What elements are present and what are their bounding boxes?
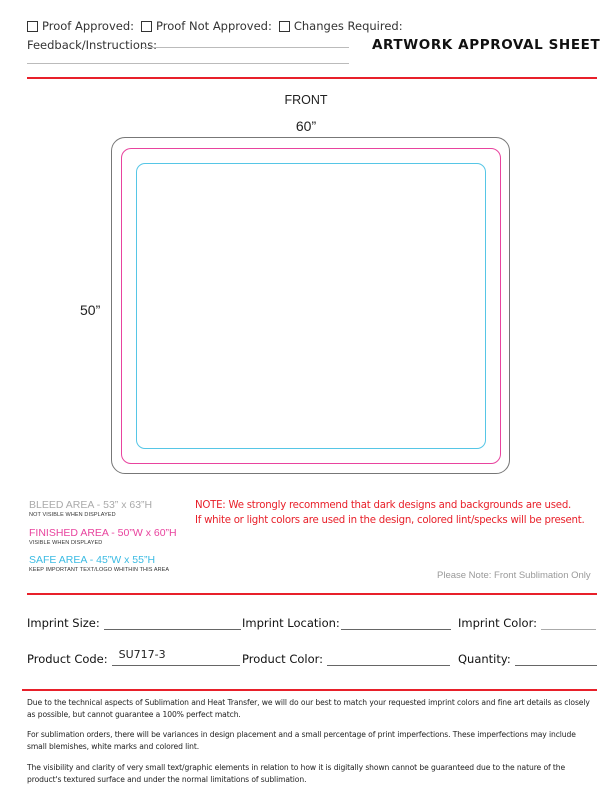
imprint-size-input[interactable] bbox=[104, 616, 241, 630]
imprint-location-input[interactable] bbox=[341, 616, 451, 630]
proof-approved-label: Proof Approved: bbox=[42, 19, 135, 33]
imprint-location-field bbox=[242, 616, 451, 630]
imprint-color-label: Imprint Color: bbox=[458, 616, 537, 630]
legend-bleed bbox=[29, 499, 152, 519]
imprint-color-field bbox=[458, 616, 596, 630]
quantity-input[interactable] bbox=[515, 652, 597, 666]
legend-finished-subtitle: VISIBLE WHEN DISPLAYED bbox=[29, 540, 103, 546]
product-color-field bbox=[242, 652, 450, 666]
imprint-size-label: Imprint Size: bbox=[27, 616, 100, 630]
side-label: FRONT bbox=[284, 93, 328, 107]
design-note-line-2: If white or light colors are used in the design, colored lint/specks will be present. bbox=[195, 515, 585, 526]
product-code-field bbox=[27, 648, 240, 666]
legend-safe-subtitle: KEEP IMPORTANT TEXT/LOGO WHITHIN THIS AREA bbox=[29, 567, 170, 573]
legend-finished bbox=[29, 527, 177, 547]
legend-safe bbox=[29, 554, 169, 574]
quantity-field bbox=[458, 652, 597, 666]
imprint-location-label: Imprint Location: bbox=[242, 616, 340, 630]
changes-required-label: Changes Required: bbox=[293, 19, 403, 33]
feedback-label: Feedback/Instructions: bbox=[27, 38, 158, 52]
product-color-label: Product Color: bbox=[242, 652, 324, 666]
feedback-input-line-2[interactable] bbox=[27, 63, 349, 64]
proof-not-approved-option[interactable] bbox=[141, 19, 272, 33]
legend-finished-title: FINISHED AREA - 50”W x 60”H bbox=[29, 527, 177, 539]
disclaimer-small-text: The visibility and clarity of very small text/graphic elements in relation to how it is digitally shown cannot be guaranteed due to the nature of the product's textured surface and under the normal limitations of sublimation. bbox=[27, 763, 566, 784]
approval-checkboxes bbox=[27, 19, 410, 33]
design-note bbox=[195, 498, 584, 528]
feedback-input-line-1[interactable] bbox=[142, 47, 349, 48]
disclaimer-imperfections: For sublimation orders, there will be variances in design placement and a small percentage of print imperfections. These imperfections may include small blemishes, white marks and colored lint. bbox=[27, 730, 576, 751]
sublimation-note: Please Note: Front Sublimation Only bbox=[437, 570, 591, 581]
proof-approved-option[interactable] bbox=[27, 19, 134, 33]
imprint-size-field bbox=[27, 616, 241, 630]
safe-area-outline bbox=[136, 163, 486, 449]
quantity-label: Quantity: bbox=[458, 652, 511, 666]
page-title: ARTWORK APPROVAL SHEET bbox=[372, 37, 601, 53]
product-color-input[interactable] bbox=[327, 652, 450, 666]
middle-divider bbox=[27, 593, 597, 595]
design-note-line-1: NOTE: We strongly recommend that dark designs and backgrounds are used. bbox=[195, 500, 572, 511]
product-code-value: SU717-3 bbox=[118, 648, 166, 661]
legend-bleed-title: BLEED AREA - 53” x 63”H bbox=[29, 499, 153, 511]
legend-bleed-subtitle: NOT VISIBLE WHEN DISPLAYED bbox=[29, 512, 116, 518]
imprint-color-input[interactable] bbox=[541, 616, 596, 630]
proof-not-approved-label: Proof Not Approved: bbox=[156, 19, 272, 33]
proof-approved-checkbox[interactable] bbox=[27, 21, 38, 32]
disclaimer-color-match: Due to the technical aspects of Sublimation and Heat Transfer, we will do our best to match your requested imprint colors and fine art details as closely as possible, but cannot guarantee a 100% perfect match. bbox=[27, 698, 590, 719]
changes-required-option[interactable] bbox=[279, 19, 403, 33]
legend-safe-title: SAFE AREA - 45”W x 55”H bbox=[29, 554, 156, 566]
footer-divider bbox=[22, 689, 597, 691]
product-code-label: Product Code: bbox=[27, 652, 108, 666]
changes-required-checkbox[interactable] bbox=[279, 21, 290, 32]
width-dimension-label: 60” bbox=[295, 118, 317, 134]
height-dimension-label: 50” bbox=[80, 302, 101, 318]
product-code-input[interactable] bbox=[112, 648, 240, 666]
proof-not-approved-checkbox[interactable] bbox=[141, 21, 152, 32]
header-divider bbox=[27, 77, 597, 79]
